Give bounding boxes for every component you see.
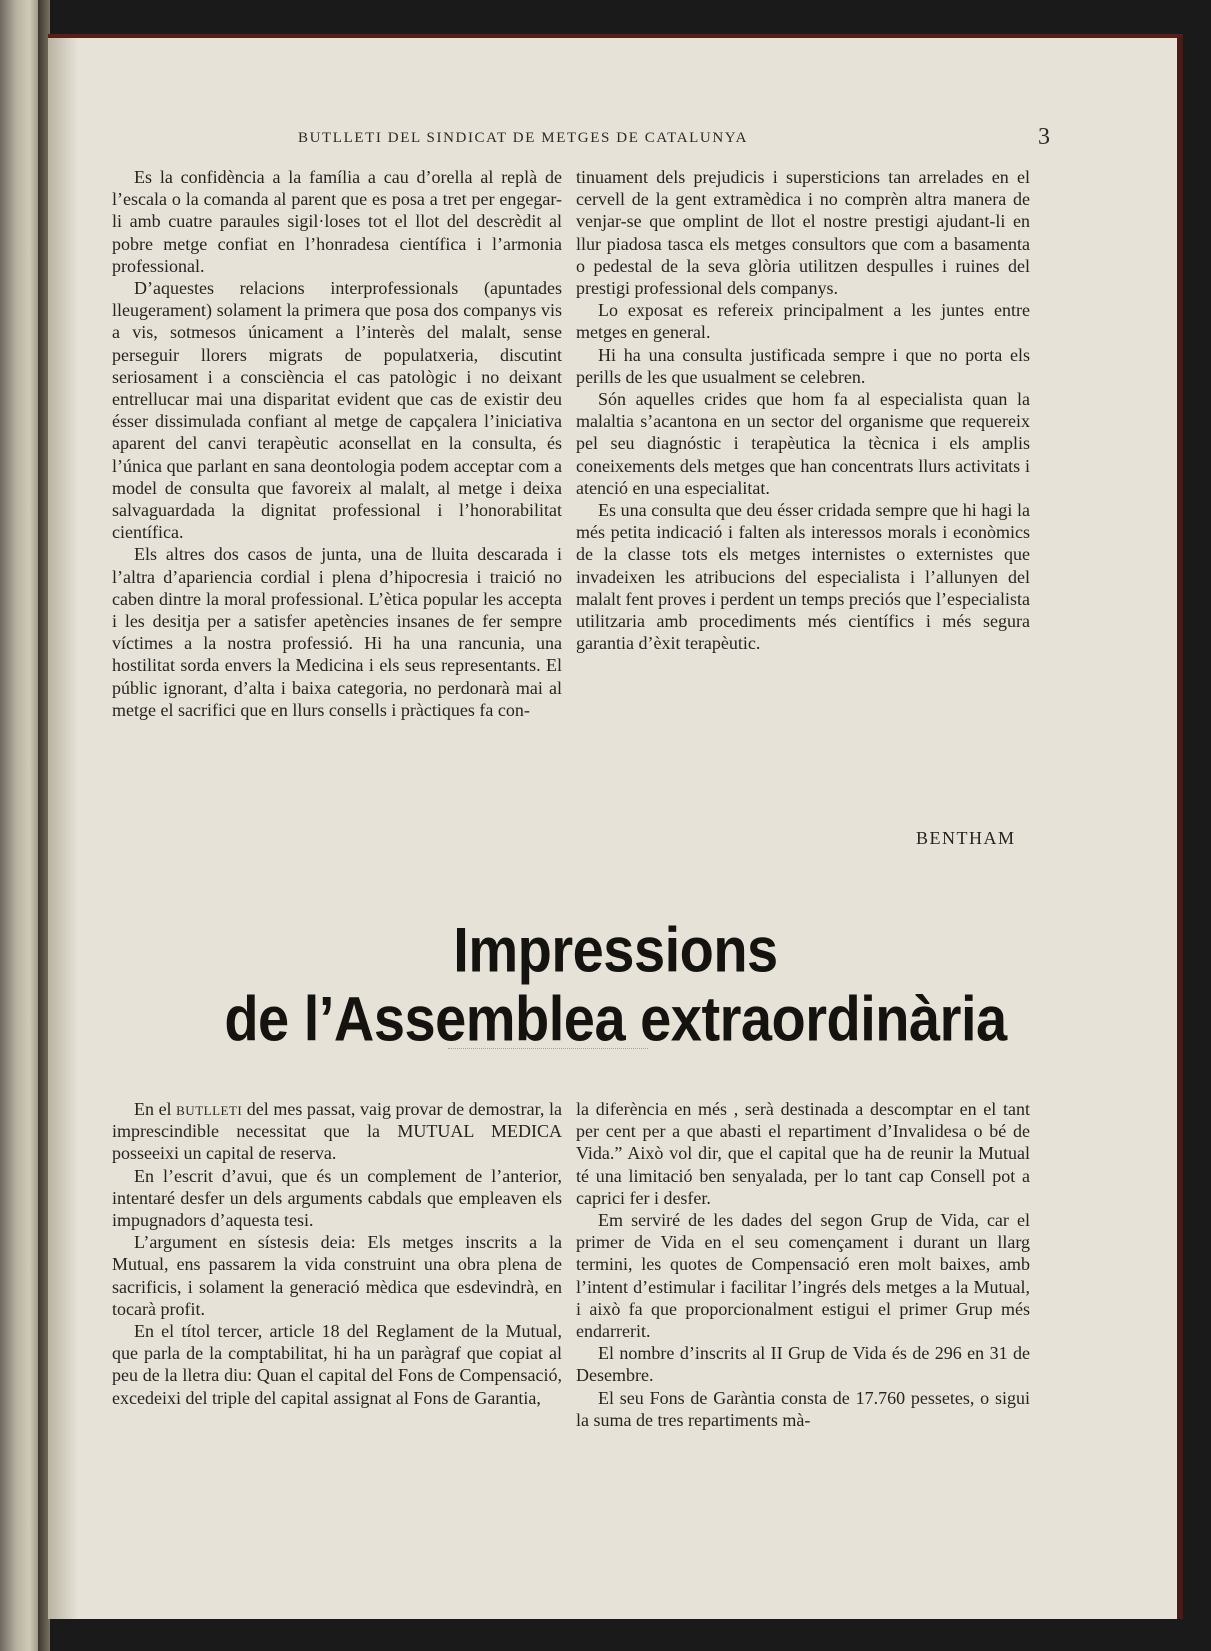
paragraph: En l’escrit d’avui, que és un complement de l’anterior, intentaré desfer un dels arguments cabdals que empleaven els impugnadors d’aquesta tesi. — [112, 1165, 562, 1231]
paragraph: Es una consulta que deu ésser cridada sempre que hi hagi la més petita indicació i falten als interessos morals i econòmics de la classe tots els metges internistes o externistes que invadeixen les atribucions del especialista i l’allunyen del malalt fent proves i perdent un temps preciós que l’especialista utilitzaria amb procediments més científics i més segura garantia d’èxit terapèutic. — [576, 500, 1030, 654]
bottom-article-right-column — [576, 1098, 1030, 1431]
paragraph: Em serviré de les dades del segon Grup de Vida, car el primer de Vida en el seu començament i durant un llarg termini, les quotes de Compensació eren molt baixes, amb l’intent d’estimular i facilitar l’ingrés dels metges a la Mutual, i això fa que proporcionalment estigui el primer Grup més endarrerit. — [576, 1210, 1030, 1342]
author-signature: BENTHAM — [916, 828, 1016, 848]
journal-page — [48, 34, 1183, 1619]
paragraph: D’aquestes relacions interprofessionals (apuntades lleugerament) solament la primera que posa dos companys vis a vis, sotmesos únicament a l’interès del malalt, sense perseguir llorers migrats de populatxeria, discutint seriosament i a consciència el cas patològic i no deixant entrellucar mai una disparitat evident que cas de existir deu ésser dissimulada confiant al metge de capçalera l’iniciativa aparent del canvi terapèutic aconsellat en la consulta, és l’única que parlant en sana deontologia podem acceptar com a model de consulta que favoreix al malalt, al metge i deixa salvaguardada la dignitat professional i l’honorabilitat científica. — [112, 278, 562, 543]
page-number: 3 — [1038, 124, 1050, 150]
paragraph: Lo exposat es refereix principalment a les juntes entre metges en general. — [576, 300, 1030, 343]
text-run: del mes passat, vaig provar de demostrar, la imprescindible necessitat que la MUTUAL MEDICA posseeixi un capital de reserva. — [112, 1099, 562, 1164]
paragraph-continuation: la diferència en més , serà destinada a descomptar en el tant per cent per a que abasti el repartiment d’Invalidesa o bé de Vida.” Això vol dir, que el capital que ha de reunir la Mutual té una limitació ben senyalada, per lo tant cap Consell pot a caprici fer i desfer. — [576, 1099, 1030, 1208]
paragraph: El nombre d’inscrits al II Grup de Vida és de 296 en 31 de Desembre. — [576, 1343, 1030, 1386]
paragraph: Es la confidència a la família a cau d’orella al replà de l’escala o la comanda al parent que es posa a tret per engegar-li amb cuatre paraules sigil·loses tot el llot del descrèdit al pobre metge confiat en l’honradesa científica i l’armonia professional. — [112, 167, 562, 276]
bottom-article-left-column — [112, 1098, 562, 1409]
paragraph: Són aquelles crides que hom fa al especialista quan la malaltia s’acantona en un sector del organisme que requereix pel seu diagnóstic i terapèutica la tècnica i els amplis coneixements dels metges que han concentrats llurs activitats i atenció en una especialitat. — [576, 389, 1030, 498]
paragraph-continuation: tinuament dels prejudicis i supersticions tan arrelades en el cervell de la gent extramèdica i no comprèn altra manera de venjar-se que omplint de llot el nostre prestigi ajudant-li en llur piadosa tasca els metges consultors que com a basamenta o pedestal de la seva glòria utilitzen despulles i ruines del prestigi professional dels companys. — [576, 167, 1030, 299]
paragraph — [112, 1098, 562, 1165]
article-title-line-2: de l’Assemblea extraordinària — [224, 983, 1007, 1054]
article-title-line-1: Impressions — [453, 914, 778, 985]
title-divider — [448, 1048, 648, 1050]
paragraph: Hi ha una consulta justificada sempre i que no porta els perills de les que usualment se celebren. — [576, 344, 1030, 387]
page-gutter-shadow — [48, 38, 78, 1619]
paragraph: En el títol tercer, article 18 del Reglament de la Mutual, que parla de la comptabilitat, hi ha un paràgraf que copiat al peu de la lletra diu: Quan el capital del Fons de Compensació, excedeixi del triple del capital assignat al Fons de Garantia, — [112, 1321, 562, 1408]
top-article-right-column — [576, 166, 1030, 654]
scan-background-left — [0, 0, 42, 1651]
page-header — [48, 124, 1177, 154]
top-article-left-column — [112, 166, 562, 721]
journal-name-smallcaps: butlleti — [176, 1099, 243, 1119]
running-head: BUTLLETI DEL SINDICAT DE METGES DE CATALUNYA — [298, 130, 748, 146]
paragraph: L’argument en sístesis deia: Els metges inscrits a la Mutual, ens passarem la vida construint una obra plena de sacrificis, i solament la generació mèdica que esdevindrà, en tocarà profit. — [112, 1232, 562, 1319]
text-run: En el — [134, 1099, 177, 1119]
paragraph: El seu Fons de Garàntia consta de 17.760 pessetes, o sigui la suma de tres repartiments mà- — [576, 1387, 1030, 1430]
paragraph: Els altres dos casos de junta, una de lluita descarada i l’altra d’apariencia cordial i plena d’hipocresia i traició no caben dintre la moral professional. L’ètica popular les accepta i les desitja per a satisfer apetències insanes de fer sempre víctimes a la nostra professió. Hi ha una rancunia, una hostilitat sorda envers la Medicina i els seus representants. El públic ignorant, d’alta i baixa categoria, no perdonarà mai al metge el sacrifici que en llurs consells i pràctiques fa con- — [112, 544, 562, 720]
